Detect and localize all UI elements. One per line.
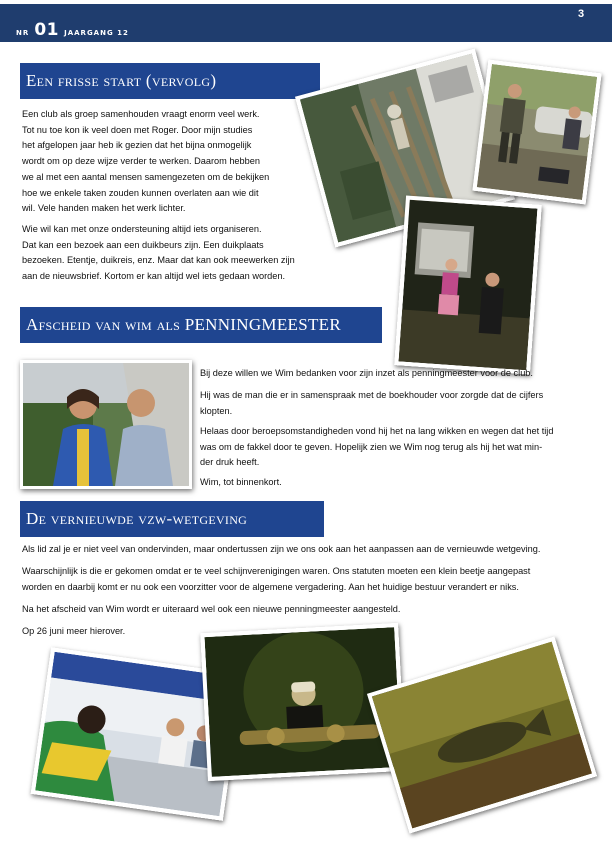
section2-paragraph-4: Wim, tot binnenkort. [200,477,282,487]
issue-nr-label: NR [16,29,30,37]
section3-paragraph-1: Als lid zal je er niet veel van ondervinden, maar ondertussen zijn we ons ook aan het aanpassen aan de vernieuwde wetgeving. [22,544,541,554]
section3-paragraph-2: Waarschijnlijk is die er gekomen omdat er te veel schijnverenigingen waren. Ons statuten moeten een klein beetje aangepast worden en daarbij komt er nu ook een voorzitter voor de algemene vergadering. Aan het huidige bestuur verandert er niks. [22,566,531,592]
issue-info [16,20,129,40]
section2-paragraph-2: Hij was de man die er in samenspraak met de boekhouder voor zorgde dat de cijfers klopten. [200,390,544,416]
page-number: 3 [578,8,585,20]
photo-wim-portrait [20,360,192,489]
section-title-farewell-wim: Afscheid van wim als PENNINGMEESTER [20,307,382,343]
section-title-vzw-law: De vernieuwde vzw-wetgeving [20,501,324,537]
section1-paragraph-2: Wie wil kan met onze ondersteuning altijd iets organiseren. Dat kan een bezoek aan een duikbeurs zijn. Een duikplaats bezoeken. Etentje, duikreis, enz. Maar dat kan ook meewerken zijn aan de nieuwsbrief. Kortom er kan altijd wel iets gedaan worden. [22,224,295,282]
section2-paragraph-1: Bij deze willen we Wim bedanken voor zijn inzet als penningmeester voor de club. [200,368,533,378]
section-title-fresh-start: Een frisse start (vervolg) [20,63,320,99]
volume-label: JAARGANG 12 [64,29,129,37]
photo-divers-shore [472,60,601,205]
section1-paragraph-1: Een club als groep samenhouden vraagt enorm veel werk. Tot nu toe kon ik veel doen met Roger. Door mijn studies het afgelopen jaar heb ik gezien dat het bijna onmogelijk wordt om op deze wijze verder te werken. Daarom hebben we al met een aantal mensen samengezeten om de bekijken hoe we enkele taken zouden kunnen overlaten aan wie dit wil. Vele handen maken het werk lichter. [22,109,270,214]
photo-fish-underwater [367,637,597,834]
section2-paragraph-3: Helaas door beroepsomstandigheden vond hij het na lang wikken en wegen dat het tijd was om de fakkel door te geven. Hopelijk zien we Wim nog terug als hij het wat min- der druk heeft. [200,426,554,468]
section3-paragraph-4: Op 26 juni meer hierover. [22,626,126,636]
section3-paragraph-3: Na het afscheid van Wim wordt er uiteraard wel ook een nieuwe penningmeester aangesteld. [22,604,401,614]
issue-nr-value: 01 [34,20,60,40]
photo-night-party [394,195,542,374]
